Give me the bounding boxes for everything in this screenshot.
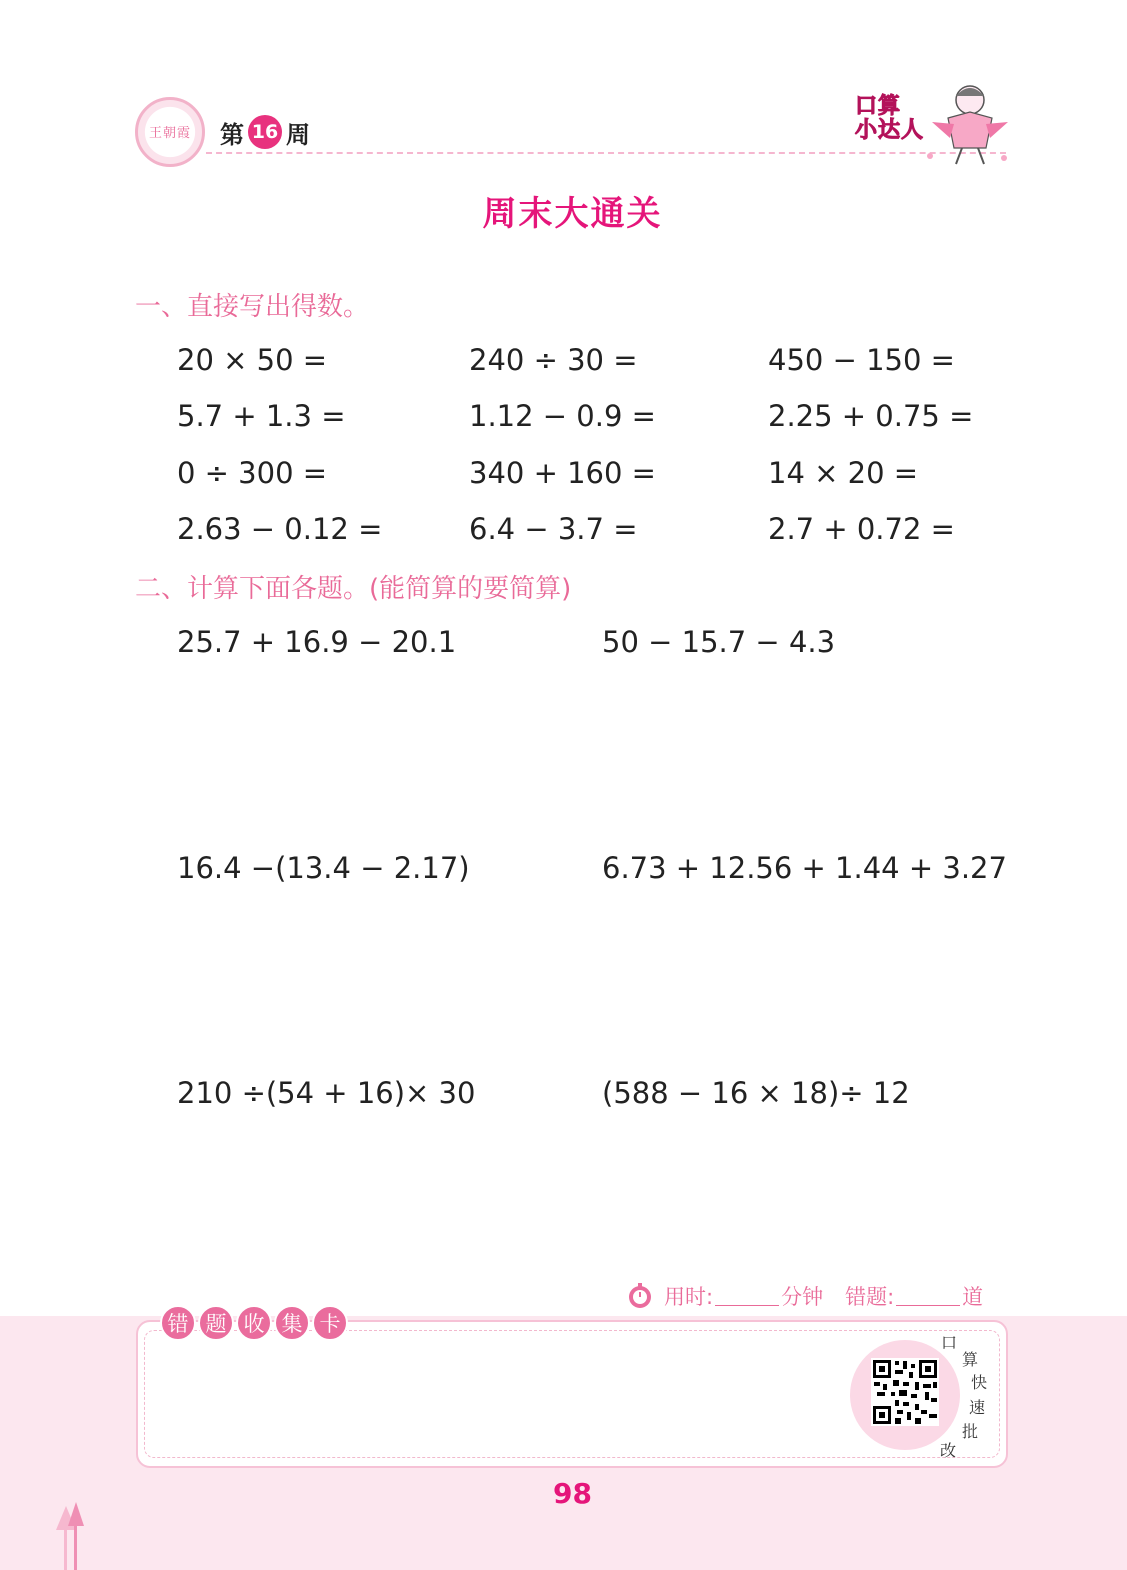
calc-problem-5: 210 ÷(54 + 16)× 30	[177, 1076, 476, 1110]
qr-caption-char: 速	[969, 1398, 986, 1417]
calc-problem-3: 16.4 −(13.4 − 2.17)	[177, 851, 470, 885]
time-and-errors-row	[626, 1281, 983, 1311]
problem-2-3: 2.25 + 0.75 =	[768, 399, 974, 433]
problem-4-1: 2.63 − 0.12 =	[177, 512, 383, 546]
qr-caption-char: 算	[962, 1350, 979, 1369]
card-title-char: 题	[198, 1305, 234, 1341]
week-number-badge: 16	[248, 115, 282, 149]
calc-problem-4: 6.73 + 12.56 + 1.44 + 3.27	[602, 851, 1007, 885]
section-2-heading: 二、计算下面各题。(能简算的要简算)	[135, 574, 572, 604]
time-label: 用时:	[664, 1285, 714, 1309]
minutes-label: 分钟	[781, 1285, 824, 1309]
card-title-char: 错	[160, 1305, 196, 1341]
problem-2-1: 5.7 + 1.3 =	[177, 399, 346, 433]
problem-1-2: 240 ÷ 30 =	[469, 343, 638, 377]
brand-logo	[855, 95, 924, 143]
problem-4-2: 6.4 − 3.7 =	[469, 512, 638, 546]
errors-label: 错题:	[845, 1285, 895, 1309]
card-title-char: 集	[274, 1305, 310, 1341]
section-1-heading: 一、直接写出得数。	[135, 292, 370, 322]
qr-caption-char: 快	[971, 1373, 988, 1392]
calc-problem-6: (588 − 16 × 18)÷ 12	[602, 1076, 910, 1110]
week-suffix: 周	[286, 120, 310, 149]
problem-3-1: 0 ÷ 300 =	[177, 456, 328, 490]
qr-code-icon[interactable]	[871, 1358, 939, 1426]
problem-1-1: 20 × 50 =	[177, 343, 328, 377]
week-label	[220, 112, 310, 152]
publisher-seal-logo	[135, 97, 205, 167]
problem-2-2: 1.12 − 0.9 =	[469, 399, 656, 433]
calc-problem-2: 50 − 15.7 − 4.3	[602, 625, 836, 659]
problem-4-3: 2.7 + 0.72 =	[768, 512, 955, 546]
page-number: 98	[553, 1477, 592, 1510]
time-blank[interactable]	[715, 1287, 779, 1306]
card-title-char: 卡	[312, 1305, 348, 1341]
qr-caption-char: 批	[962, 1422, 979, 1441]
problem-1-3: 450 − 150 =	[768, 343, 955, 377]
card-title	[160, 1305, 348, 1339]
mascot-illustration	[920, 78, 1015, 168]
page-title: 周末大通关	[482, 194, 663, 234]
problem-3-3: 14 × 20 =	[768, 456, 919, 490]
errors-blank[interactable]	[896, 1287, 960, 1306]
arrow-decoration	[52, 1498, 92, 1570]
problem-3-2: 340 + 160 =	[469, 456, 656, 490]
qr-caption-char: 改	[940, 1441, 957, 1460]
stopwatch-icon	[626, 1282, 654, 1310]
header-divider	[206, 152, 1006, 154]
week-prefix: 第	[220, 120, 244, 149]
seal-text: 王朝霞	[148, 126, 191, 141]
calc-problem-1: 25.7 + 16.9 − 20.1	[177, 625, 457, 659]
brand-line-2: 小达人	[855, 118, 925, 143]
card-title-char: 收	[236, 1305, 272, 1341]
brand-line-1: 口算	[855, 94, 902, 119]
errors-unit: 道	[962, 1285, 984, 1309]
qr-caption-char: 口	[941, 1333, 958, 1352]
